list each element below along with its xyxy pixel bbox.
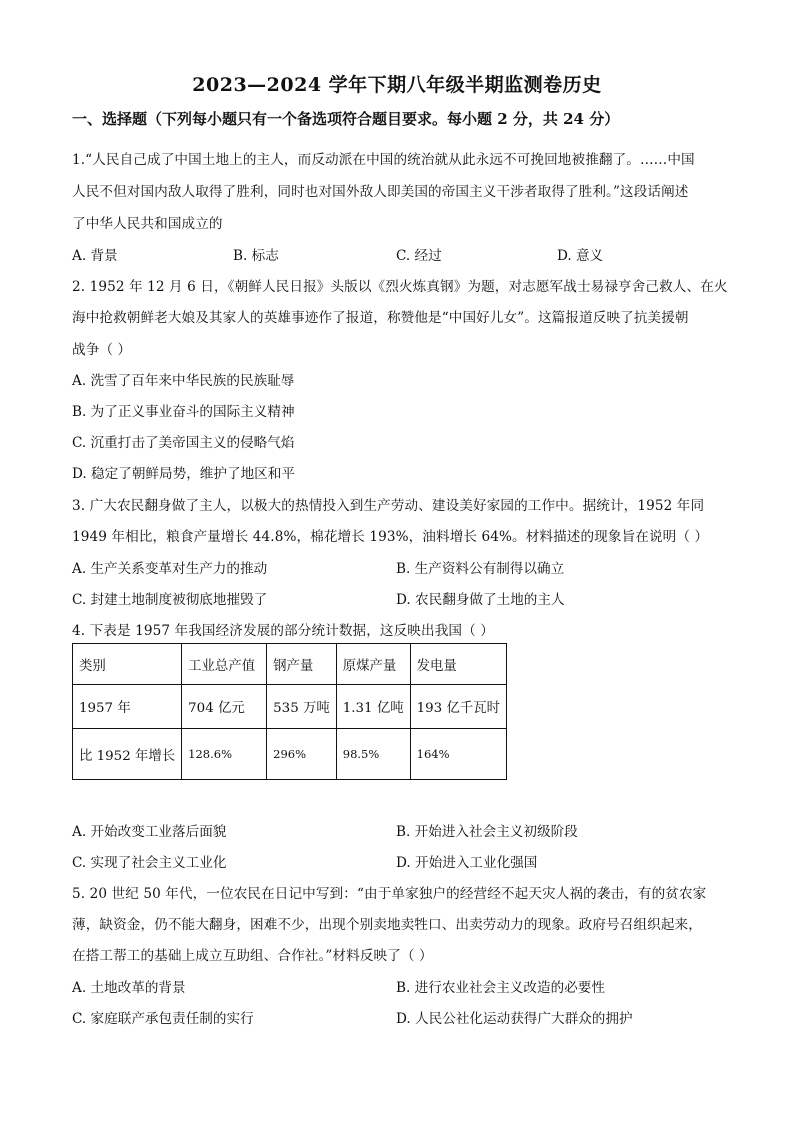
question-5-line-2: 薄，缺资金，仍不能大翻身，困难不少，出现个别卖地卖牲口、出卖劳动力的现象。政府号召组织起来， [72,917,702,933]
table-cell: 1.31 亿吨 [336,685,410,729]
question-2-line-3: 战争（ ） [72,342,132,358]
table-row [73,729,507,780]
table-header-cell: 原煤产量 [336,644,410,685]
section-header: 一、选择题（下列每小题只有一个备选项符合题目要求。每小题 2 分，共 24 分） [72,110,620,128]
question-5-option-a: A. 土地改革的背景 [72,980,186,996]
question-4-option-c: C. 实现了社会主义工业化 [72,855,227,871]
question-1-option-d: D. 意义 [557,248,604,264]
question-3-line-2: 1949 年相比，粮食产量增长 44.8%，棉花增长 193%，油料增长 64%。材料描述的现象旨在说明（ ） [72,529,709,545]
question-3-option-c: C. 封建土地制度被彻底地摧毁了 [72,592,268,608]
question-2-option-d: D. 稳定了朝鲜局势，维护了地区和平 [72,466,295,482]
question-1-line-1: 1.“人民自己成了中国土地上的主人，而反动派在中国的统治就从此永远不可挽回地被推翻了。……中国 [72,152,695,168]
question-2-option-a: A. 洗雪了百年来中华民族的民族耻辱 [72,373,295,389]
table-header-cell: 类别 [73,644,182,685]
table-cell: 1957 年 [73,685,182,729]
question-3-line-1: 3. 广大农民翻身做了主人，以极大的热情投入到生产劳动、建设美好家园的工作中。据统计，1952 年同 [72,498,705,514]
question-4-line-1: 4. 下表是 1957 年我国经济发展的部分统计数据，这反映出我国（ ） [72,623,494,639]
table-cell: 704 亿元 [182,685,267,729]
question-5-option-d: D. 人民公社化运动获得广大群众的拥护 [396,1011,633,1027]
question-2-line-1: 2. 1952 年 12 月 6 日，《朝鲜人民日报》头版以《烈火炼真钢》为题，对志愿军战士易禄亨舍己救人、在火 [72,279,728,295]
question-3-option-d: D. 农民翻身做了土地的主人 [396,592,565,608]
question-4-option-b: B. 开始进入社会主义初级阶段 [396,824,578,840]
table-cell: 193 亿千瓦时 [410,685,506,729]
question-5-line-3: 在搭工帮工的基础上成立互助组、合作社。”材料反映了（ ） [72,948,433,964]
exam-title: 2023—2024 学年下期八年级半期监测卷历史 [192,74,602,96]
table-cell: 98.5% [336,729,410,780]
question-1-option-b: B. 标志 [233,248,279,264]
table-header-cell: 钢产量 [267,644,337,685]
question-1-line-3: 了中华人民共和国成立的 [72,216,223,232]
table-header-row [73,644,507,685]
table-cell: 164% [410,729,506,780]
statistics-table [72,643,507,780]
question-2-option-c: C. 沉重打击了美帝国主义的侵略气焰 [72,435,295,451]
question-1-line-2: 人民不但对国内敌人取得了胜利，同时也对国外敌人即美国的帝国主义干涉者取得了胜利。”这段话阐述 [72,184,689,200]
question-3-option-a: A. 生产关系变革对生产力的推动 [72,561,268,577]
table-cell: 128.6% [182,729,267,780]
table-cell: 比 1952 年增长 [73,729,182,780]
question-4-option-d: D. 开始进入工业化强国 [396,855,538,871]
question-2-option-b: B. 为了正义事业奋斗的国际主义精神 [72,404,295,420]
table-cell: 296% [267,729,337,780]
question-2-line-2: 海中抢救朝鲜老大娘及其家人的英雄事迹作了报道，称赞他是“中国好儿女”。这篇报道反映了抗美援朝 [72,310,689,326]
table-row [73,685,507,729]
question-1-option-c: C. 经过 [396,248,442,264]
table-header-cell: 工业总产值 [182,644,267,685]
question-5-option-b: B. 进行农业社会主义改造的必要性 [396,980,605,996]
question-3-option-b: B. 生产资料公有制得以确立 [396,561,565,577]
question-5-option-c: C. 家庭联产承包责任制的实行 [72,1011,254,1027]
question-5-line-1: 5. 20 世纪 50 年代，一位农民在日记中写到：“由于单家独户的经营经不起天灾人祸的袭击，有的贫农家 [72,886,707,902]
table-cell: 535 万吨 [267,685,337,729]
question-4-option-a: A. 开始改变工业落后面貌 [72,824,227,840]
question-1-option-a: A. 背景 [72,248,118,264]
table-header-cell: 发电量 [410,644,506,685]
